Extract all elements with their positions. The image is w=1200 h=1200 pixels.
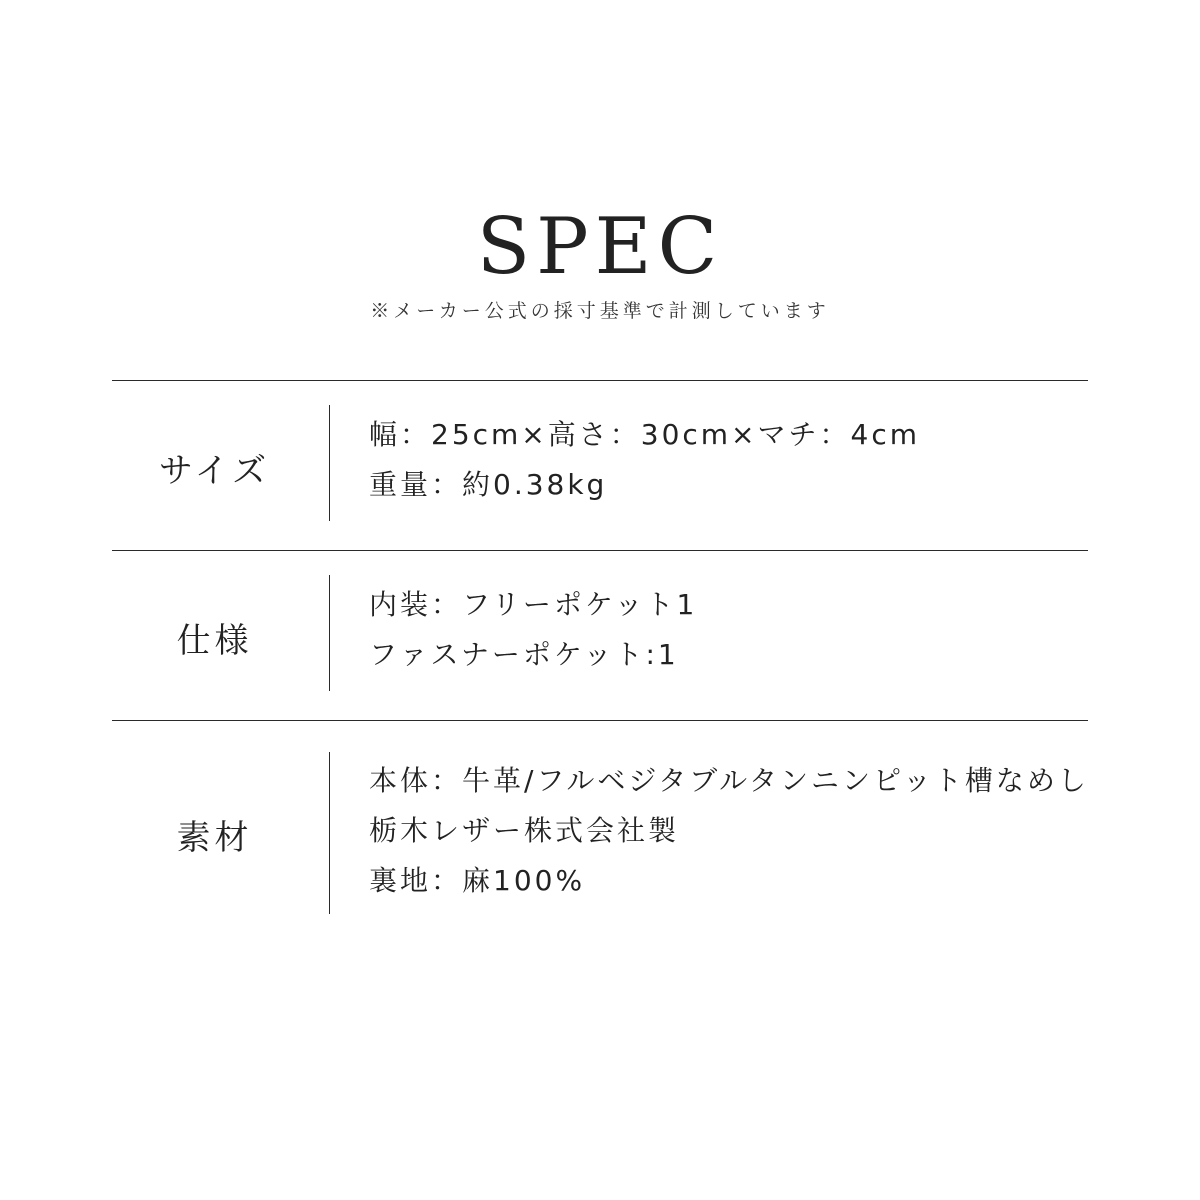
spec-row-label: 仕様	[176, 621, 253, 661]
spec-row-material	[112, 752, 1088, 914]
spec-value-line: 幅：25cm×高さ：30cm×マチ：4cm	[369, 418, 921, 451]
row-vertical-divider	[329, 575, 330, 691]
spec-row-values	[369, 756, 1088, 906]
spec-value-line: 裏地：麻100%	[369, 864, 586, 897]
table-top-rule	[112, 380, 1088, 381]
spec-row-size	[112, 405, 1088, 521]
spec-row-label: サイズ	[158, 451, 271, 491]
row-vertical-divider	[329, 752, 330, 914]
row-separator-rule	[112, 550, 1088, 551]
spec-value-line: 重量：約0.38kg	[369, 468, 608, 501]
row-vertical-divider	[329, 405, 330, 521]
spec-row-values	[369, 410, 1088, 510]
measurement-note: ※メーカー公式の採寸基準で計測しています	[370, 300, 830, 322]
spec-value-line: 本体：牛革/フルベジタブルタンニンピット槽なめし	[369, 764, 1089, 797]
spec-row-label: 素材	[176, 818, 253, 858]
spec-row-features	[112, 575, 1088, 691]
spec-title: SPEC	[476, 202, 724, 292]
spec-value-line: 内装：フリーポケット1	[369, 588, 698, 621]
row-separator-rule	[112, 720, 1088, 721]
spec-row-values	[369, 580, 1088, 680]
spec-value-line: ファスナーポケット:1	[369, 638, 679, 671]
spec-value-line: 栃木レザー株式会社製	[369, 814, 680, 847]
